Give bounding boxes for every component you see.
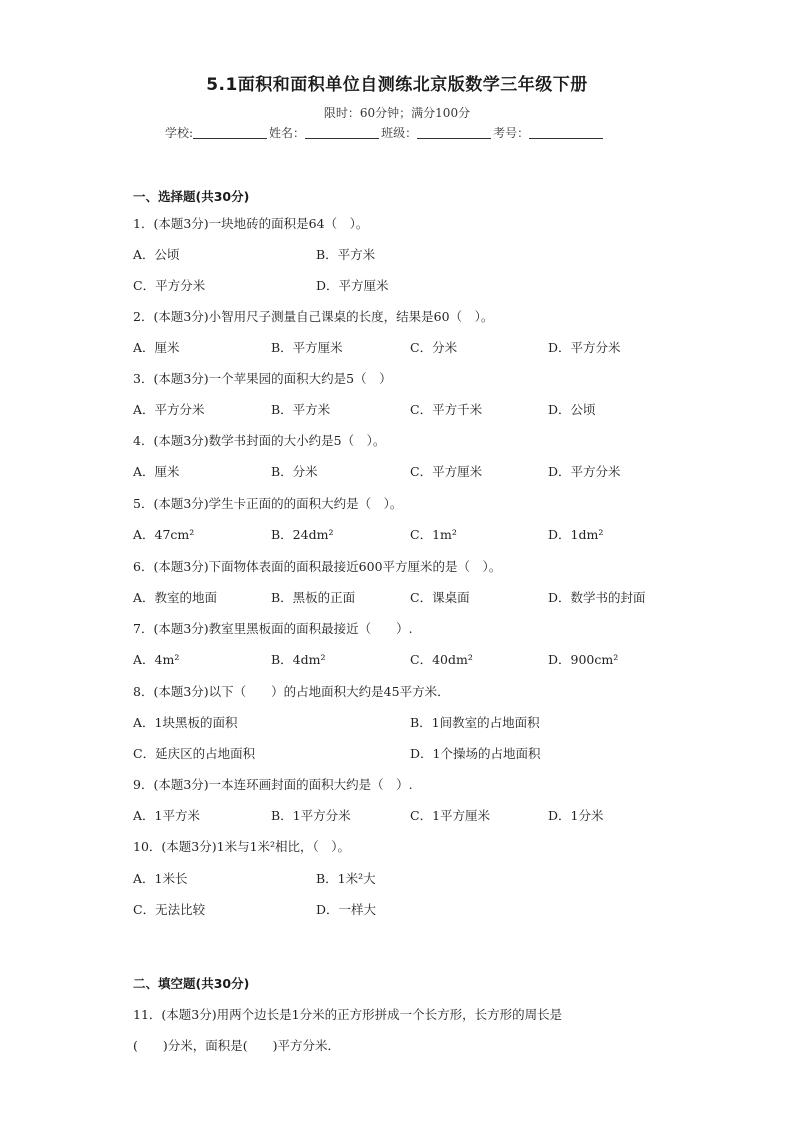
option-a: A．教室的地面 <box>133 590 218 605</box>
option-b: B．平方米 <box>316 247 376 262</box>
options-row <box>133 525 693 543</box>
question-stem-continued: ( )分米，面积是( )平方分米． <box>133 1038 341 1053</box>
class-blank[interactable] <box>417 126 491 139</box>
option-c: C．无法比较 <box>133 902 206 917</box>
option-a: A．1米长 <box>133 871 188 886</box>
option-a: A．厘米 <box>133 464 180 479</box>
question-stem: 2．(本题3分)小智用尺子测量自己课桌的长度，结果是60（ ）。 <box>133 309 494 324</box>
option-b: B．黑板的正面 <box>271 590 356 605</box>
option-d: D．平方厘米 <box>316 278 389 293</box>
option-c: C．1平方厘米 <box>410 808 491 823</box>
option-c: C．课桌面 <box>410 590 470 605</box>
option-c: C．平方厘米 <box>410 464 483 479</box>
option-a: A．4m² <box>133 652 180 667</box>
option-c: C．分米 <box>410 340 458 355</box>
question-stem: 11．(本题3分)用两个边长是1分米的正方形拼成一个长方形，长方形的周长是 <box>133 1007 563 1022</box>
question-stem: 6．(本题3分)下面物体表面的面积最接近600平方厘米的是（ ）。 <box>133 559 502 574</box>
option-d: D．平方分米 <box>548 340 621 355</box>
option-b: B．1米²大 <box>316 871 376 886</box>
option-d: D．900cm² <box>548 652 619 667</box>
question-stem: 9．(本题3分)一本连环画封面的面积大约是（ ）. <box>133 777 413 792</box>
options-row <box>133 650 693 668</box>
options-row <box>133 806 693 824</box>
exam-number-label: 考号： <box>493 126 530 140</box>
options-row <box>133 744 693 762</box>
name-label: 姓名： <box>269 126 306 140</box>
option-c: C．延庆区的占地面积 <box>133 746 256 761</box>
options-row <box>133 276 693 294</box>
options-row <box>133 338 693 356</box>
exam-number-blank[interactable] <box>529 126 603 139</box>
option-a: A．平方分米 <box>133 402 205 417</box>
option-d: D．数学书的封面 <box>548 590 646 605</box>
option-c: C．平方分米 <box>133 278 206 293</box>
options-row <box>133 869 693 887</box>
option-d: D．公顷 <box>548 402 596 417</box>
school-label: 学校: <box>165 126 194 140</box>
section-heading-choice: 一、选择题(共30分) <box>133 189 250 204</box>
options-row <box>133 245 693 263</box>
options-row <box>133 588 693 606</box>
student-info-line <box>165 124 605 141</box>
question-stem: 1．(本题3分)一块地砖的面积是64（ ）。 <box>133 216 369 231</box>
option-b: B．分米 <box>271 464 318 479</box>
option-b: B．24dm² <box>271 527 334 542</box>
question-stem: 4．(本题3分)数学书封面的大小约是5（ ）。 <box>133 433 386 448</box>
time-limit-text: 限时：60分钟；满分100分 <box>323 106 471 120</box>
question-stem: 5．(本题3分)学生卡正面的的面积大约是（ ）。 <box>133 496 403 511</box>
question-stem: 7．(本题3分)教室里黑板面的面积最接近（ ）. <box>133 621 413 636</box>
option-b: B．4dm² <box>271 652 326 667</box>
options-row <box>133 900 693 918</box>
option-a: A．公顷 <box>133 247 180 262</box>
option-d: D．1分米 <box>548 808 604 823</box>
question-stem: 10．(本题3分)1米与1米²相比，（ ）。 <box>133 839 351 854</box>
name-blank[interactable] <box>305 126 379 139</box>
options-row <box>133 462 693 480</box>
class-label: 班级： <box>381 126 418 140</box>
option-b: B．平方厘米 <box>271 340 343 355</box>
option-d: D．一样大 <box>316 902 377 917</box>
question-stem: 8．(本题3分)以下（ ）的占地面积大约是45平方米． <box>133 684 450 699</box>
option-b: B．1平方分米 <box>271 808 351 823</box>
option-d: D．1dm² <box>548 527 604 542</box>
option-a: A．厘米 <box>133 340 180 355</box>
option-a: A．1块黑板的面积 <box>133 715 238 730</box>
option-d: D．平方分米 <box>548 464 621 479</box>
section-heading-fill-in: 二、填空题(共30分) <box>133 976 250 991</box>
option-c: C．1m² <box>410 527 457 542</box>
options-row <box>133 713 693 731</box>
option-a: A．1平方米 <box>133 808 200 823</box>
options-row <box>133 400 693 418</box>
question-stem: 3．(本题3分)一个苹果园的面积大约是5（ ） <box>133 371 392 386</box>
option-c: C．平方千米 <box>410 402 483 417</box>
option-b: B．1间教室的占地面积 <box>410 715 540 730</box>
option-c: C．40dm² <box>410 652 473 667</box>
school-blank[interactable] <box>193 126 267 139</box>
option-a: A．47cm² <box>133 527 195 542</box>
page-title: 5.1面积和面积单位自测练北京版数学三年级下册 <box>206 75 588 95</box>
option-b: B．平方米 <box>271 402 331 417</box>
option-d: D．1个操场的占地面积 <box>410 746 541 761</box>
